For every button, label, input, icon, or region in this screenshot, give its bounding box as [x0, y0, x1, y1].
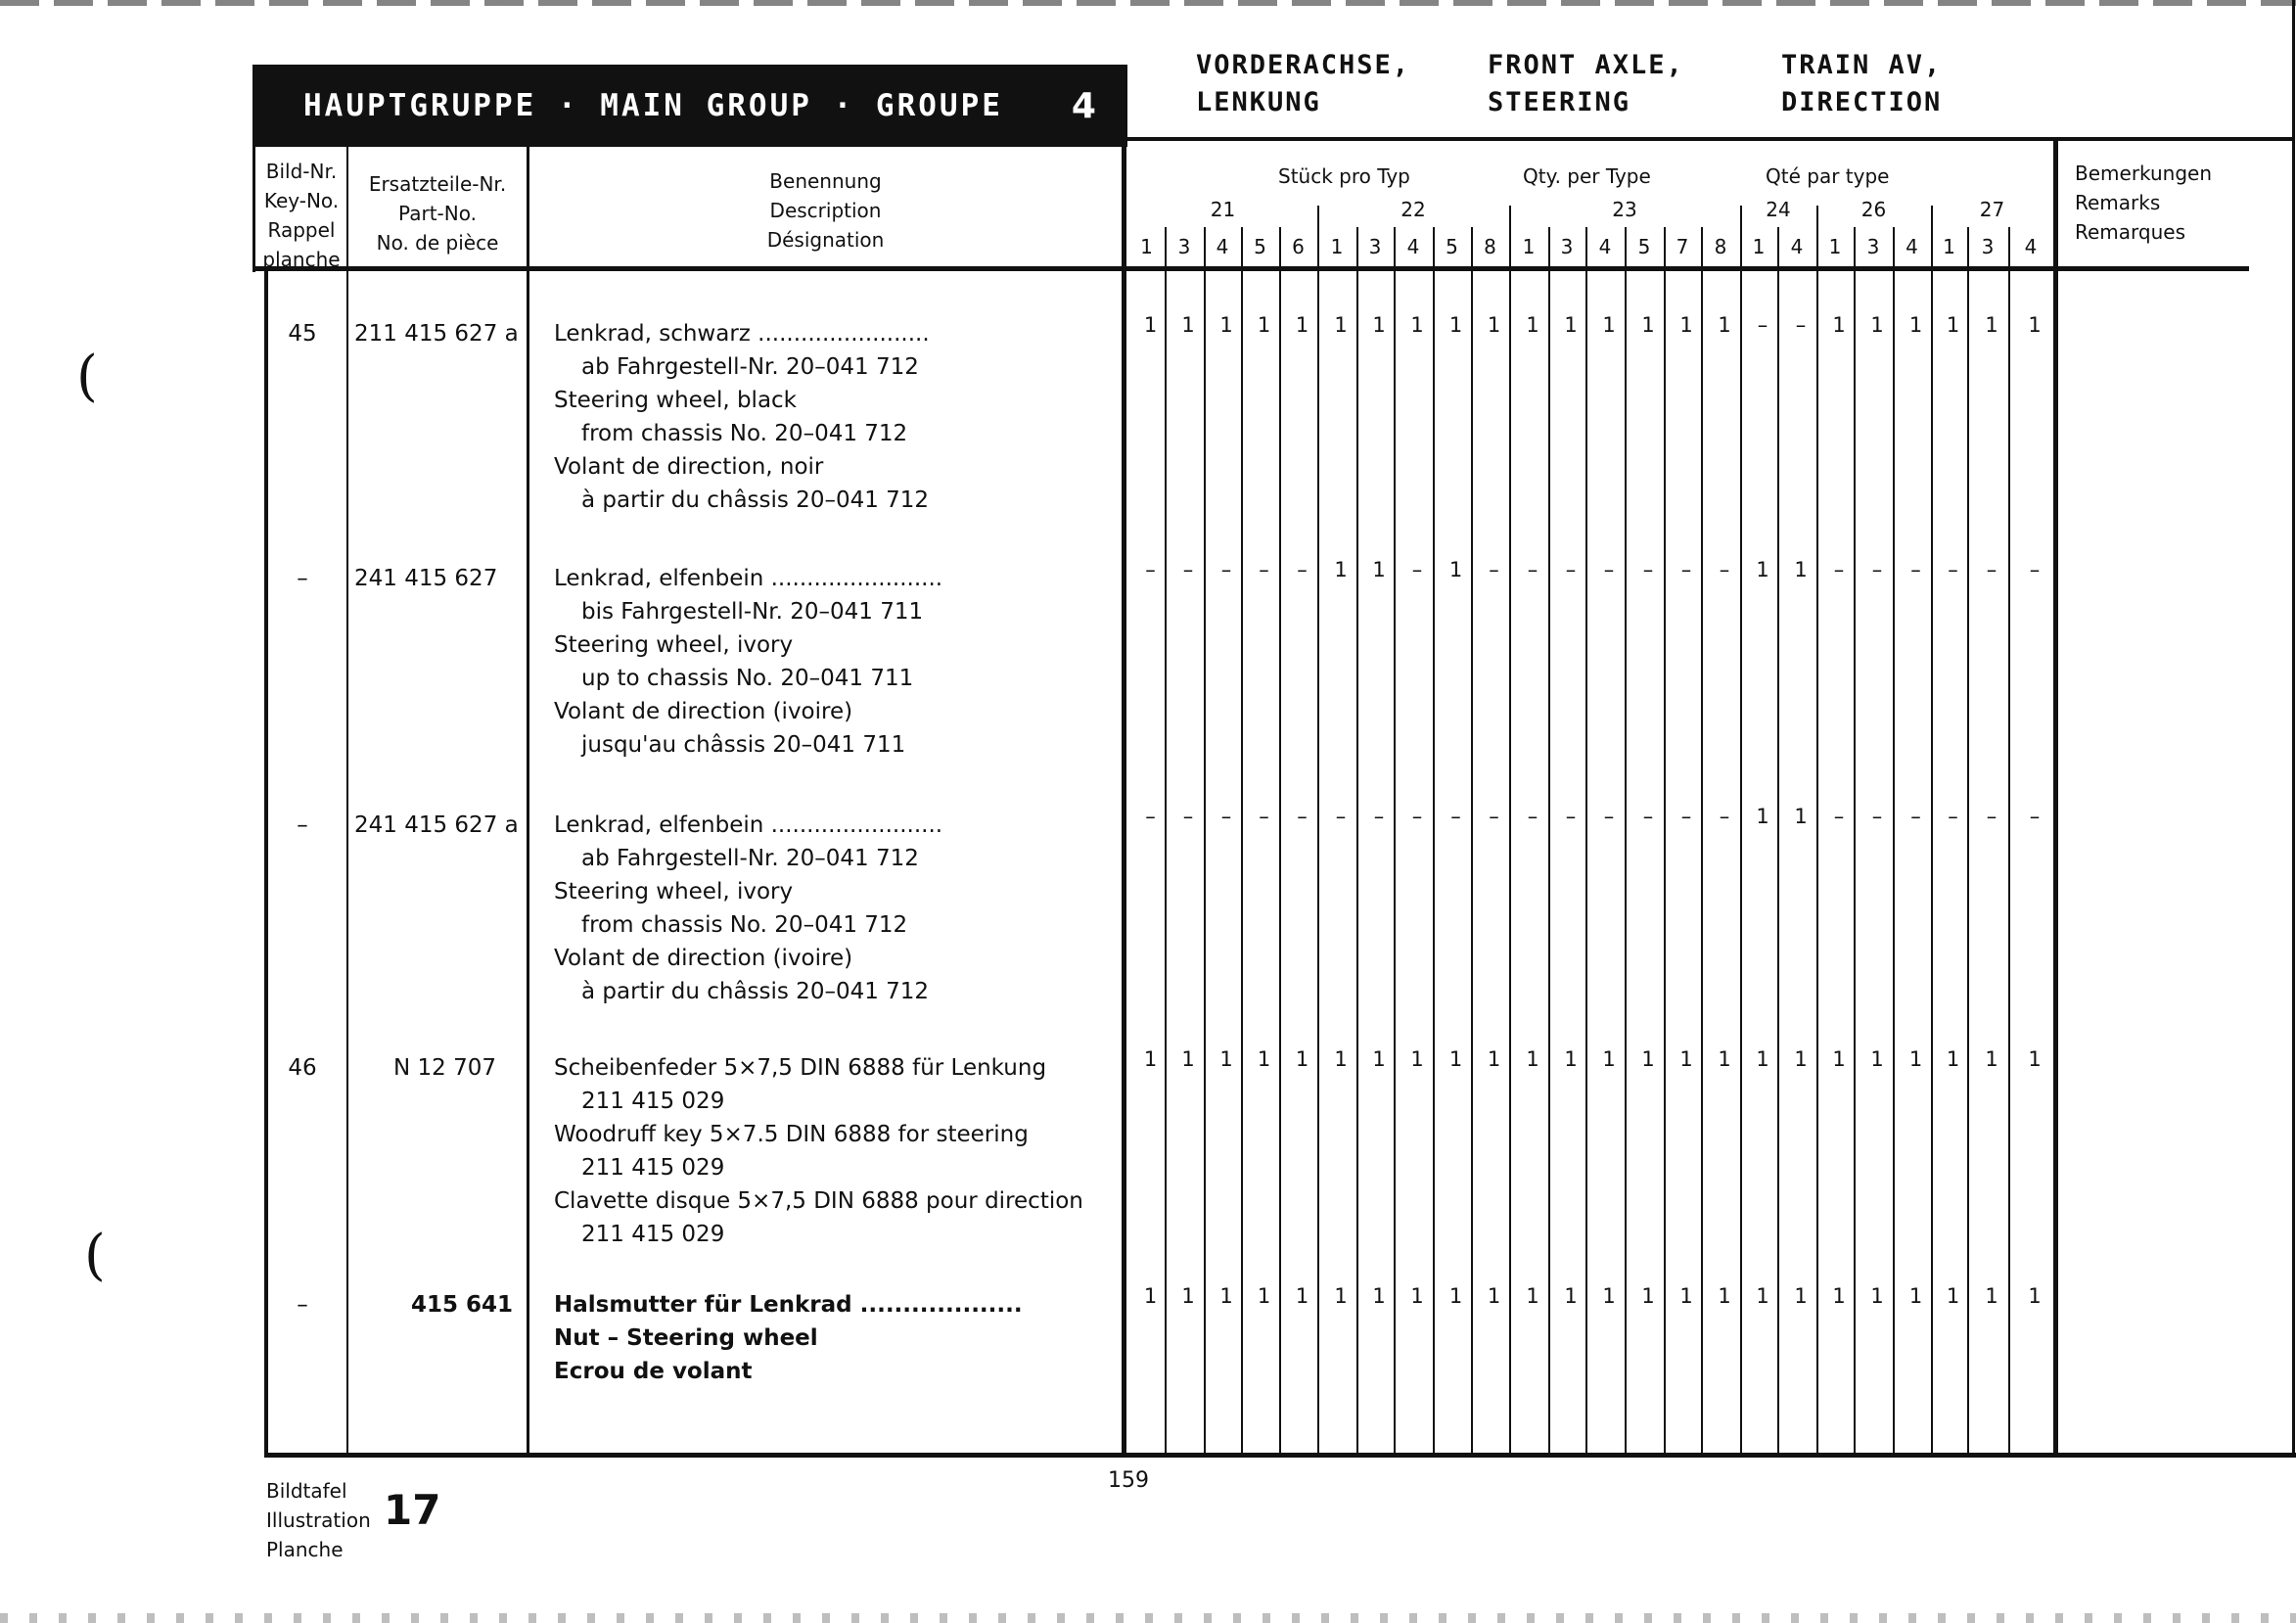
description-line: from chassis No. 20–041 712 — [581, 912, 908, 938]
qty-cell: – — [1259, 805, 1269, 828]
qty-cell: 1 — [1718, 1284, 1731, 1308]
type-subcolumn-label: 1 — [1140, 235, 1153, 258]
type-subcolumn-label: 4 — [1906, 235, 1918, 258]
illustration-number: 17 — [384, 1486, 441, 1534]
qty-column-divider — [1854, 227, 1856, 1457]
qty-cell: – — [1642, 805, 1654, 828]
qty-cell: 1 — [1756, 1047, 1769, 1071]
qty-column-divider — [1509, 206, 1511, 1457]
qty-cell: 1 — [1257, 1284, 1271, 1308]
remarks-column-header: Bemerkungen Remarks Remarques — [2075, 162, 2213, 244]
description-line: Lenkrad, elfenbein ........................ — [554, 566, 943, 591]
qty-cell: 1 — [1794, 1284, 1808, 1308]
qty-cell: – — [1719, 558, 1730, 581]
description-line: Volant de direction (ivoire) — [554, 699, 853, 724]
qty-cell: – — [1411, 805, 1423, 828]
qty-column-divider — [1931, 206, 1933, 1457]
description-line: from chassis No. 20–041 712 — [581, 421, 908, 446]
row-part-number: N 12 707 — [393, 1055, 496, 1081]
qty-cell: – — [1642, 558, 1654, 581]
type-subcolumn-label: 3 — [1866, 235, 1880, 258]
qty-cell: 1 — [1219, 1284, 1233, 1308]
qty-cell: 1 — [1641, 313, 1655, 337]
qty-cell: 1 — [1334, 1047, 1348, 1071]
qty-cell: – — [1489, 805, 1499, 828]
type-subcolumn-label: 5 — [1254, 235, 1266, 258]
description-line: Ecrou de volant — [554, 1359, 753, 1384]
row-description — [554, 562, 942, 762]
qty-cell: – — [1373, 805, 1385, 828]
qty-cell: 1 — [1526, 1284, 1539, 1308]
qty-cell: 1 — [1410, 1047, 1424, 1071]
type-subcolumn-label: 4 — [2024, 235, 2038, 258]
qty-label-german: Stück pro Typ — [1278, 164, 1410, 188]
row-key-number: – — [297, 1292, 308, 1318]
row-description — [554, 809, 942, 1008]
description-line: à partir du châssis 20–041 712 — [581, 487, 930, 513]
type-subcolumn-label: 8 — [1484, 235, 1496, 258]
main-group-label: HAUPTGRUPPE · MAIN GROUP · GROUPE — [303, 88, 1003, 123]
qty-column-divider — [1165, 227, 1167, 1457]
scan-edge-top — [0, 0, 2296, 6]
heading-french: TRAIN AV, DIRECTION — [1781, 50, 1943, 117]
type-subcolumn-label: 1 — [1943, 235, 1955, 258]
type-subcolumn-label: 1 — [1752, 235, 1766, 258]
qty-cell: 1 — [1718, 1047, 1731, 1071]
description-line: Steering wheel, black — [554, 388, 798, 413]
description-line: jusqu'au châssis 20–041 711 — [581, 732, 906, 758]
type-subcolumn-label: 3 — [1560, 235, 1574, 258]
type-subcolumn-label: 5 — [1637, 235, 1651, 258]
description-line: 211 415 029 — [581, 1222, 725, 1247]
qty-cell: 1 — [1908, 313, 1923, 337]
qty-cell: 1 — [1985, 313, 1998, 337]
qty-column-divider — [1664, 227, 1666, 1457]
qty-column-divider — [1816, 206, 1818, 1457]
qty-cell: 1 — [1334, 313, 1348, 337]
qty-cell: – — [1489, 558, 1499, 581]
qty-cell: 1 — [1487, 1284, 1501, 1308]
header-rule-bottom — [253, 266, 2249, 271]
type-subcolumn-label: 3 — [1981, 235, 1995, 258]
row-key-number: – — [297, 812, 308, 838]
qty-cell: – — [1297, 558, 1308, 581]
qty-cell: 1 — [2028, 1047, 2042, 1071]
type-subcolumn-label: 4 — [1790, 235, 1804, 258]
qty-cell: 1 — [1334, 1284, 1348, 1308]
qty-cell: 1 — [1526, 1047, 1539, 1071]
qty-cell: 1 — [1219, 313, 1233, 337]
qty-cell: – — [2029, 558, 2041, 581]
description-line: Nut – Steering wheel — [554, 1325, 818, 1351]
qty-cell: 1 — [1794, 805, 1808, 828]
qty-cell: 1 — [1487, 1047, 1501, 1071]
type-subcolumn-label: 7 — [1676, 235, 1689, 258]
qty-cell: 1 — [2028, 1284, 2042, 1308]
qty-cell: – — [1833, 558, 1845, 581]
qty-cell: 1 — [1908, 1047, 1923, 1071]
description-line: ab Fahrgestell-Nr. 20–041 712 — [581, 846, 919, 871]
qty-cell: – — [1948, 805, 1958, 828]
row-part-number: 211 415 627 a — [354, 321, 519, 347]
row-key-number: 46 — [288, 1055, 317, 1081]
description-line: 211 415 029 — [581, 1155, 725, 1181]
type-subcolumn-label: 3 — [1177, 235, 1191, 258]
qty-cell: – — [1220, 805, 1232, 828]
qty-cell: 1 — [1181, 1047, 1195, 1071]
qty-column-divider — [2008, 227, 2010, 1457]
scan-edge-bottom — [0, 1613, 2296, 1623]
description-line: Clavette disque 5×7,5 DIN 6888 pour direction — [554, 1188, 1083, 1214]
qty-cell: 1 — [1832, 313, 1846, 337]
qty-cell: 1 — [1372, 313, 1386, 337]
qty-cell: – — [1910, 558, 1921, 581]
row-key-number: – — [297, 566, 308, 591]
qty-cell: 1 — [1908, 1284, 1923, 1308]
qty-label-french: Qté par type — [1766, 164, 1890, 188]
qty-cell: – — [1910, 805, 1921, 828]
qty-cell: – — [1335, 805, 1347, 828]
row-part-number: 241 415 627 a — [354, 812, 519, 838]
qty-column-divider — [1777, 227, 1779, 1457]
type-subcolumn-label: 4 — [1598, 235, 1612, 258]
qty-cell: – — [1527, 805, 1538, 828]
key-column-header: Bild-Nr. Key-No. Rappel planche — [262, 160, 341, 271]
qty-cell: – — [2029, 805, 2041, 828]
qty-column-divider — [1740, 206, 1742, 1457]
qty-column-divider — [1585, 227, 1587, 1457]
qty-cell: – — [1680, 558, 1692, 581]
binding-bracket-bottom: ( — [84, 1224, 106, 1287]
qty-cell: 1 — [1448, 558, 1463, 581]
qty-cell: 1 — [1564, 313, 1578, 337]
qty-cell: 1 — [1870, 1047, 1884, 1071]
qty-cell: 1 — [1448, 1047, 1463, 1071]
qty-cell: 1 — [1602, 1284, 1616, 1308]
qty-cell: – — [1527, 558, 1538, 581]
qty-cell: – — [1833, 805, 1845, 828]
qty-cell: 1 — [1219, 1047, 1233, 1071]
type-group-label: 21 — [1210, 198, 1236, 221]
qty-column-divider — [1241, 227, 1243, 1457]
qty-column-divider — [1625, 227, 1627, 1457]
qty-column-divider — [1433, 227, 1435, 1457]
qty-column-divider — [1471, 227, 1473, 1457]
qty-cell: – — [1565, 805, 1577, 828]
qty-cell: 1 — [1718, 313, 1731, 337]
description-line: à partir du châssis 20–041 712 — [581, 979, 930, 1004]
qty-cell: 1 — [1334, 558, 1348, 581]
description-line: 211 415 029 — [581, 1089, 725, 1114]
qty-cell: – — [1297, 805, 1308, 828]
qty-cell: 1 — [1257, 313, 1271, 337]
heading-english: FRONT AXLE, STEERING — [1488, 50, 1684, 117]
description-line: Scheibenfeder 5×7,5 DIN 6888 für Lenkung — [554, 1055, 1047, 1081]
main-group-banner — [253, 65, 1127, 147]
qty-cell: – — [1680, 805, 1692, 828]
qty-cell: 1 — [1372, 558, 1386, 581]
part-column-header: Ersatzteile-Nr. Part-No. No. de pièce — [368, 172, 507, 255]
main-group-number: 4 — [1071, 85, 1096, 126]
qty-column-divider — [1279, 227, 1281, 1457]
qty-cell: – — [1182, 558, 1194, 581]
qty-cell: 1 — [1143, 313, 1158, 337]
qty-cell: 1 — [1602, 1047, 1616, 1071]
qty-cell: 1 — [1410, 1284, 1424, 1308]
qty-cell: – — [1145, 805, 1156, 828]
qty-cell: – — [1450, 805, 1461, 828]
qty-cell: 1 — [1410, 313, 1424, 337]
qty-cell: 1 — [1832, 1047, 1846, 1071]
type-group-label: 24 — [1766, 198, 1791, 221]
description-line: Halsmutter für Lenkrad ................... — [554, 1292, 1023, 1318]
qty-cell: – — [1603, 805, 1615, 828]
qty-cell: 1 — [1756, 805, 1769, 828]
description-line: Woodruff key 5×7.5 DIN 6888 for steering — [554, 1122, 1029, 1147]
description-line: Steering wheel, ivory — [554, 879, 794, 904]
type-subcolumn-label: 6 — [1292, 235, 1305, 258]
description-line: bis Fahrgestell-Nr. 20–041 711 — [581, 599, 924, 625]
row-description — [554, 1051, 1083, 1251]
qty-cell: 1 — [1870, 313, 1884, 337]
type-subcolumn-label: 5 — [1446, 235, 1458, 258]
qty-cell: 1 — [1143, 1047, 1158, 1071]
type-subcolumn-label: 1 — [1522, 235, 1536, 258]
qty-cell: 1 — [1487, 313, 1501, 337]
qty-cell: 1 — [1641, 1284, 1655, 1308]
row-description — [554, 1288, 1023, 1388]
qty-cell: – — [1871, 558, 1883, 581]
qty-column-divider — [1356, 227, 1358, 1457]
qty-column-divider — [1394, 227, 1396, 1457]
row-key-number: 45 — [288, 321, 317, 347]
qty-cell: 1 — [1641, 1047, 1655, 1071]
row-part-number: 415 641 — [411, 1292, 514, 1318]
description-line: ab Fahrgestell-Nr. 20–041 712 — [581, 354, 919, 380]
qty-cell: 1 — [1946, 1047, 1960, 1071]
qty-cell: 1 — [1564, 1284, 1578, 1308]
qty-cell: 1 — [1295, 313, 1309, 337]
qty-cell: 1 — [1295, 1047, 1309, 1071]
qty-cell: 1 — [1448, 313, 1463, 337]
qty-cell: – — [1948, 558, 1958, 581]
type-group-label: 27 — [1979, 198, 2005, 221]
type-subcolumn-label: 4 — [1406, 235, 1420, 258]
binding-bracket-top: ( — [76, 345, 98, 408]
description-line: Volant de direction, noir — [554, 454, 824, 480]
qty-cell: 1 — [1832, 1284, 1846, 1308]
illustration-label: Bildtafel Illustration Planche — [266, 1479, 371, 1561]
qty-cell: – — [1986, 805, 1998, 828]
qty-cell: 1 — [1794, 558, 1808, 581]
qty-label-english: Qty. per Type — [1523, 164, 1651, 188]
type-subcolumn-label: 8 — [1714, 235, 1727, 258]
qty-cell: – — [1145, 558, 1156, 581]
qty-cell: 1 — [1756, 1284, 1769, 1308]
qty-cell: 1 — [1372, 1284, 1386, 1308]
qty-cell: 1 — [1295, 1284, 1309, 1308]
qty-column-divider — [1204, 227, 1206, 1457]
qty-cell: 1 — [1756, 558, 1769, 581]
type-subcolumn-label: 4 — [1216, 235, 1229, 258]
type-group-label: 23 — [1612, 198, 1637, 221]
qty-cell: – — [1411, 558, 1423, 581]
qty-cell: 1 — [1946, 1284, 1960, 1308]
qty-cell: 1 — [1985, 1284, 1998, 1308]
qty-cell: – — [1565, 558, 1577, 581]
qty-cell: – — [1220, 558, 1232, 581]
qty-column-divider — [1701, 227, 1703, 1457]
qty-cell: – — [1986, 558, 1998, 581]
qty-cell: – — [1182, 805, 1194, 828]
row-description — [554, 317, 930, 517]
qty-cell: 1 — [1679, 313, 1693, 337]
qty-cell: 1 — [1181, 1284, 1195, 1308]
qty-cell: 1 — [1794, 1047, 1808, 1071]
qty-cell: 1 — [1181, 313, 1195, 337]
qty-cell: 1 — [1526, 313, 1539, 337]
qty-cell: – — [1719, 805, 1730, 828]
qty-cell: – — [1871, 805, 1883, 828]
qty-column-divider — [1548, 227, 1550, 1457]
qty-column-divider — [1967, 227, 1969, 1457]
qty-cell: 1 — [1372, 1047, 1386, 1071]
row-part-number: 241 415 627 — [354, 566, 498, 591]
qty-cell: – — [1795, 313, 1807, 337]
header-rule-top — [1127, 137, 2292, 141]
qty-cell: – — [1603, 558, 1615, 581]
description-line: Volant de direction (ivoire) — [554, 946, 853, 971]
qty-cell: 1 — [1870, 1284, 1884, 1308]
qty-cell: – — [1259, 558, 1269, 581]
description-line: Lenkrad, schwarz ........................ — [554, 321, 930, 347]
description-column-header: Benennung Description Désignation — [766, 169, 885, 252]
qty-cell: 1 — [1679, 1284, 1693, 1308]
type-subcolumn-label: 1 — [1330, 235, 1344, 258]
qty-cell: 1 — [1946, 313, 1960, 337]
qty-column-divider — [1317, 206, 1319, 1457]
heading-german: VORDERACHSE, LENKUNG — [1196, 50, 1411, 117]
type-group-label: 26 — [1860, 198, 1887, 221]
description-line: up to chassis No. 20–041 711 — [581, 666, 914, 691]
qty-column-divider — [1893, 227, 1895, 1457]
qty-cell: – — [1757, 313, 1768, 337]
description-line: Steering wheel, ivory — [554, 632, 794, 658]
qty-cell: 1 — [1679, 1047, 1693, 1071]
type-group-label: 22 — [1401, 198, 1426, 221]
description-line: Lenkrad, elfenbein ........................ — [554, 812, 943, 838]
qty-cell: 1 — [1257, 1047, 1271, 1071]
page-number: 159 — [1108, 1468, 1149, 1493]
type-subcolumn-label: 3 — [1368, 235, 1382, 258]
qty-cell: 1 — [1143, 1284, 1158, 1308]
qty-cell: 1 — [2028, 313, 2042, 337]
qty-cell: 1 — [1564, 1047, 1578, 1071]
qty-cell: 1 — [1448, 1284, 1463, 1308]
qty-cell: 1 — [1985, 1047, 1998, 1071]
qty-cell: 1 — [1602, 313, 1616, 337]
type-subcolumn-label: 1 — [1828, 235, 1842, 258]
